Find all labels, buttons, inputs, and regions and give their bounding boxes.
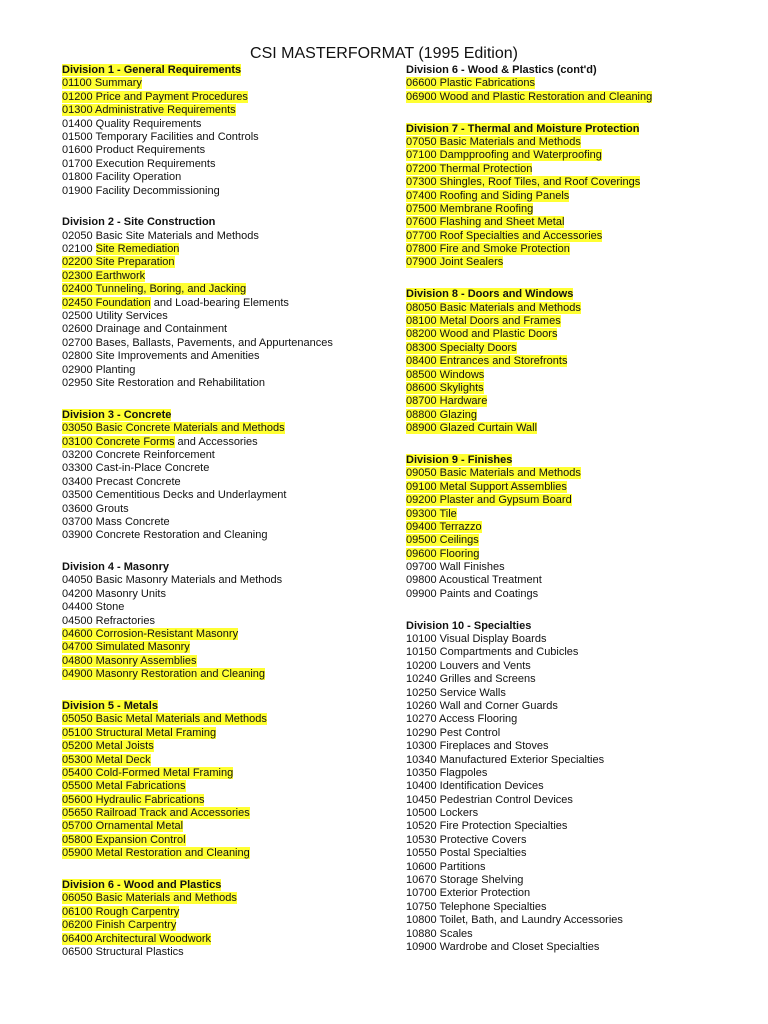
section-item xyxy=(406,149,758,162)
section-item-text: 01500 Temporary Facilities and Controls xyxy=(62,130,259,143)
section-item xyxy=(62,337,398,350)
section-item-text: 10800 Toilet, Bath, and Laundry Accessories xyxy=(406,914,623,927)
section-item-text: 06200 Finish Carpentry xyxy=(62,919,177,932)
section-item-text: 09100 Metal Support Assemblies xyxy=(406,480,567,493)
section-item-text: 08500 Windows xyxy=(406,368,485,381)
section-item-text: 04400 Stone xyxy=(62,601,125,614)
section-item-text: 09600 Flooring xyxy=(406,547,480,560)
section-item-text: 09500 Ceilings xyxy=(406,534,479,547)
section-item xyxy=(406,176,758,189)
section-item-text: 09400 Terrazzo xyxy=(406,520,482,533)
section-item xyxy=(406,767,758,780)
section-item xyxy=(406,355,758,368)
section-item xyxy=(406,302,758,315)
section-item-text: 10900 Wardrobe and Closet Specialties xyxy=(406,941,600,953)
section-item-text: 03200 Concrete Reinforcement xyxy=(62,448,215,461)
left-column xyxy=(62,64,398,978)
division-heading-text: Division 8 - Doors and Windows xyxy=(406,288,574,301)
section-item-text: 02700 Bases, Ballasts, Pavements, and Appurtenances xyxy=(62,336,333,349)
section-item xyxy=(406,369,758,382)
section-item-text: 05300 Metal Deck xyxy=(62,753,151,766)
section-item-highlight: 03100 Concrete Forms xyxy=(62,435,175,448)
section-item-text: 05650 Railroad Track and Accessories xyxy=(62,807,250,820)
section-item xyxy=(62,668,398,681)
section-item xyxy=(62,310,398,323)
section-item xyxy=(62,489,398,502)
section-item-text: 02600 Drainage and Containment xyxy=(62,323,228,336)
section-item-text: 10500 Lockers xyxy=(406,807,479,820)
section-item-text: 01300 Administrative Requirements xyxy=(62,104,236,117)
section-item xyxy=(406,77,758,90)
section-item-text: 04500 Refractories xyxy=(62,614,155,627)
section-item xyxy=(406,834,758,847)
section-item xyxy=(62,364,398,377)
section-item xyxy=(62,144,398,157)
section-item xyxy=(406,163,758,176)
section-item xyxy=(406,203,758,216)
section-item xyxy=(406,136,758,149)
section-item xyxy=(406,754,758,767)
division-section xyxy=(406,64,758,104)
section-item-text: 10700 Exterior Protection xyxy=(406,887,531,900)
division-heading xyxy=(406,454,758,467)
section-item xyxy=(62,727,398,740)
section-item xyxy=(406,633,758,646)
section-item-text: 10250 Service Walls xyxy=(406,686,506,699)
division-section xyxy=(62,561,398,682)
section-item-text: 09800 Acoustical Treatment xyxy=(406,574,542,587)
section-item-text: 09200 Plaster and Gypsum Board xyxy=(406,494,572,507)
section-item-text: 10520 Fire Protection Specialties xyxy=(406,820,568,833)
section-item-text: 01400 Quality Requirements xyxy=(62,117,202,130)
section-item-text: 02050 Basic Site Materials and Methods xyxy=(62,229,259,242)
division-section xyxy=(62,879,398,959)
section-item-text: 10450 Pedestrian Control Devices xyxy=(406,793,573,806)
division-heading-text: Division 4 - Masonry xyxy=(62,561,169,574)
division-heading-text: Division 6 - Wood and Plastics xyxy=(62,879,222,892)
section-item xyxy=(406,230,758,243)
section-item-text: 10530 Protective Covers xyxy=(406,833,527,846)
section-item xyxy=(62,588,398,601)
division-heading xyxy=(62,409,398,422)
section-item xyxy=(62,436,398,449)
section-item-highlight: Site Remediation xyxy=(95,243,180,256)
section-item-text: 04800 Masonry Assemblies xyxy=(62,654,197,667)
section-item-text: 07200 Thermal Protection xyxy=(406,162,533,175)
section-item-text: 01200 Price and Payment Procedures xyxy=(62,90,248,103)
section-item xyxy=(62,820,398,833)
section-item xyxy=(62,131,398,144)
division-section xyxy=(62,409,398,543)
section-item xyxy=(406,646,758,659)
section-item-text: 07600 Flashing and Sheet Metal xyxy=(406,216,565,229)
section-item-text: 10670 Storage Shelving xyxy=(406,874,524,887)
section-item xyxy=(62,104,398,117)
section-item-text: 01900 Facility Decommissioning xyxy=(62,184,220,197)
section-item xyxy=(406,941,758,954)
section-item-text: 02950 Site Restoration and Rehabilitation xyxy=(62,376,266,389)
division-heading-text: Division 6 - Wood & Plastics (cont'd) xyxy=(406,64,597,76)
section-item-text: 07300 Shingles, Roof Tiles, and Roof Coverings xyxy=(406,176,641,189)
section-item xyxy=(62,422,398,435)
section-item-text: 06500 Structural Plastics xyxy=(62,946,184,958)
section-item-text: 03500 Cementitious Decks and Underlayment xyxy=(62,489,287,502)
section-item xyxy=(406,780,758,793)
section-item-text: 09700 Wall Finishes xyxy=(406,561,505,574)
section-item-text: 10100 Visual Display Boards xyxy=(406,633,547,646)
section-item xyxy=(62,834,398,847)
section-item-text: 05900 Metal Restoration and Cleaning xyxy=(62,847,250,860)
section-item xyxy=(406,861,758,874)
section-item-text: 01800 Facility Operation xyxy=(62,171,182,184)
section-item-text: 10270 Access Flooring xyxy=(406,713,518,726)
section-item xyxy=(62,574,398,587)
section-item xyxy=(62,713,398,726)
section-item-text: 08700 Hardware xyxy=(406,395,488,408)
section-item-text: 07800 Fire and Smoke Protection xyxy=(406,243,570,256)
section-item xyxy=(62,243,398,256)
section-item-text: 10200 Louvers and Vents xyxy=(406,659,531,672)
section-item xyxy=(62,946,398,959)
section-item xyxy=(62,847,398,860)
section-item-text: 08800 Glazing xyxy=(406,408,477,421)
division-heading-text: Division 9 - Finishes xyxy=(406,453,513,466)
section-item-text: and Load-bearing Elements xyxy=(150,296,289,309)
section-item-text: 10260 Wall and Corner Guards xyxy=(406,699,558,712)
section-item xyxy=(406,328,758,341)
section-item xyxy=(62,794,398,807)
section-item xyxy=(62,476,398,489)
section-item-text: 05400 Cold-Formed Metal Framing xyxy=(62,766,234,779)
section-item xyxy=(62,767,398,780)
division-section xyxy=(62,64,398,198)
section-item xyxy=(62,283,398,296)
section-item xyxy=(62,462,398,475)
section-item xyxy=(62,655,398,668)
section-item xyxy=(62,919,398,932)
division-heading-text: Division 2 - Site Construction xyxy=(62,216,216,229)
section-item-text: 10600 Partitions xyxy=(406,860,486,873)
section-item-text: 02900 Planting xyxy=(62,363,136,376)
section-item-text: 05700 Ornamental Metal xyxy=(62,820,184,833)
section-item xyxy=(62,185,398,198)
section-item-text: 02100 xyxy=(62,243,96,256)
section-item-text: 01100 Summary xyxy=(62,77,142,90)
section-item-text: 03050 Basic Concrete Materials and Methods xyxy=(62,422,285,435)
division-section xyxy=(406,454,758,601)
division-heading-text: Division 7 - Thermal and Moisture Protection xyxy=(406,122,640,135)
section-item xyxy=(406,243,758,256)
section-item xyxy=(406,216,758,229)
section-item xyxy=(62,516,398,529)
section-item-text: 04600 Corrosion-Resistant Masonry xyxy=(62,628,239,641)
section-item xyxy=(406,342,758,355)
division-heading xyxy=(406,288,758,301)
section-item xyxy=(62,615,398,628)
section-item-text: 03900 Concrete Restoration and Cleaning xyxy=(62,529,268,542)
section-item-text: 07500 Membrane Roofing xyxy=(406,202,534,215)
section-item xyxy=(62,256,398,269)
section-item xyxy=(406,847,758,860)
section-item-text: 03600 Grouts xyxy=(62,502,129,515)
section-item-text: 04700 Simulated Masonry xyxy=(62,641,190,654)
section-item xyxy=(406,467,758,480)
division-heading-text: Division 10 - Specialties xyxy=(406,619,532,632)
section-item xyxy=(406,794,758,807)
section-item xyxy=(406,740,758,753)
section-item-text: 10150 Compartments and Cubicles xyxy=(406,646,579,659)
section-item xyxy=(406,887,758,900)
section-item-text: 07100 Dampproofing and Waterproofing xyxy=(406,149,602,162)
section-item xyxy=(62,449,398,462)
page-title: CSI MASTERFORMAT (1995 Edition) xyxy=(250,45,518,62)
section-item-text: 06600 Plastic Fabrications xyxy=(406,77,536,90)
section-item-text: 05600 Hydraulic Fabrications xyxy=(62,793,205,806)
section-item-text: 10750 Telephone Specialties xyxy=(406,900,547,913)
section-item xyxy=(406,874,758,887)
section-item-text: and Accessories xyxy=(174,435,258,448)
section-item-text: 04050 Basic Masonry Materials and Methods xyxy=(62,574,283,587)
section-item xyxy=(406,700,758,713)
division-section xyxy=(406,288,758,435)
division-heading xyxy=(62,216,398,229)
section-item xyxy=(406,521,758,534)
section-item-text: 02800 Site Improvements and Amenities xyxy=(62,350,260,363)
section-item xyxy=(62,601,398,614)
section-item xyxy=(62,906,398,919)
section-item-text: 09900 Paints and Coatings xyxy=(406,587,539,600)
section-item-text: 05800 Expansion Control xyxy=(62,833,186,846)
section-item xyxy=(406,574,758,587)
section-item-highlight: 02450 Foundation xyxy=(62,296,151,309)
section-item xyxy=(62,503,398,516)
section-item xyxy=(62,740,398,753)
section-item-text: 10880 Scales xyxy=(406,927,473,940)
section-item xyxy=(62,780,398,793)
section-item xyxy=(406,727,758,740)
section-item-text: 08200 Wood and Plastic Doors xyxy=(406,328,558,341)
section-item-text: 06100 Rough Carpentry xyxy=(62,905,180,918)
division-heading-text: Division 3 - Concrete xyxy=(62,408,172,421)
section-item xyxy=(406,928,758,941)
section-item xyxy=(62,323,398,336)
division-heading xyxy=(406,64,758,77)
section-item-text: 08600 Skylights xyxy=(406,381,484,394)
division-heading xyxy=(62,64,398,77)
section-item xyxy=(62,529,398,542)
section-item xyxy=(406,508,758,521)
section-item-text: 08400 Entrances and Storefronts xyxy=(406,355,568,368)
section-item-text: 10400 Identification Devices xyxy=(406,780,544,793)
section-item-text: 08900 Glazed Curtain Wall xyxy=(406,422,538,435)
section-item-text: 08100 Metal Doors and Frames xyxy=(406,315,561,328)
section-item-text: 03700 Mass Concrete xyxy=(62,515,170,528)
division-section xyxy=(406,620,758,955)
section-item xyxy=(406,315,758,328)
section-item xyxy=(62,230,398,243)
section-item xyxy=(406,687,758,700)
section-item-text: 09300 Tile xyxy=(406,507,457,520)
section-item xyxy=(62,933,398,946)
section-item-text: 01600 Product Requirements xyxy=(62,144,206,157)
section-item xyxy=(406,901,758,914)
section-item xyxy=(406,481,758,494)
right-column xyxy=(406,64,758,973)
section-item xyxy=(406,561,758,574)
section-item xyxy=(406,409,758,422)
section-item-text: 07900 Joint Sealers xyxy=(406,256,504,269)
section-item xyxy=(62,171,398,184)
section-item xyxy=(406,548,758,561)
section-item-text: 08050 Basic Materials and Methods xyxy=(406,301,581,314)
section-item-text: 01700 Execution Requirements xyxy=(62,157,216,170)
section-item xyxy=(406,673,758,686)
section-item-text: 07400 Roofing and Siding Panels xyxy=(406,189,570,202)
section-item xyxy=(406,914,758,927)
section-item xyxy=(62,270,398,283)
division-heading-text: Division 1 - General Requirements xyxy=(62,64,242,76)
section-item xyxy=(406,494,758,507)
section-item-text: 08300 Specialty Doors xyxy=(406,341,517,354)
division-heading xyxy=(62,561,398,574)
section-item-text: 06050 Basic Materials and Methods xyxy=(62,892,237,905)
division-heading xyxy=(62,879,398,892)
section-item xyxy=(62,118,398,131)
division-heading-text: Division 5 - Metals xyxy=(62,699,158,712)
section-item xyxy=(62,641,398,654)
section-item-text: 02200 Site Preparation xyxy=(62,256,175,269)
division-section xyxy=(62,700,398,861)
division-heading xyxy=(406,620,758,633)
section-item xyxy=(62,754,398,767)
section-item-text: 06900 Wood and Plastic Restoration and Cleaning xyxy=(406,90,653,103)
section-item-text: 10340 Manufactured Exterior Specialties xyxy=(406,753,605,766)
section-item xyxy=(406,190,758,203)
section-item-text: 05200 Metal Joists xyxy=(62,740,154,753)
section-item-text: 07050 Basic Materials and Methods xyxy=(406,135,581,148)
section-item xyxy=(406,660,758,673)
section-item-text: 10550 Postal Specialties xyxy=(406,847,527,860)
section-item xyxy=(406,395,758,408)
section-item xyxy=(406,807,758,820)
section-item xyxy=(62,91,398,104)
section-item-text: 09050 Basic Materials and Methods xyxy=(406,467,581,480)
section-item-text: 07700 Roof Specialties and Accessories xyxy=(406,229,603,242)
section-item xyxy=(62,807,398,820)
section-item-text: 10290 Pest Control xyxy=(406,726,501,739)
section-item-text: 10240 Grilles and Screens xyxy=(406,673,536,686)
section-item xyxy=(62,158,398,171)
section-item xyxy=(62,892,398,905)
section-item xyxy=(62,350,398,363)
section-item xyxy=(406,422,758,435)
section-item-text: 05500 Metal Fabrications xyxy=(62,780,186,793)
section-item-text: 10300 Fireplaces and Stoves xyxy=(406,740,549,753)
section-item xyxy=(406,382,758,395)
section-item-text: 05050 Basic Metal Materials and Methods xyxy=(62,713,267,726)
section-item-text: 10350 Flagpoles xyxy=(406,766,488,779)
division-heading xyxy=(406,123,758,136)
section-item-text: 05100 Structural Metal Framing xyxy=(62,726,217,739)
division-heading xyxy=(62,700,398,713)
section-item-text: 04200 Masonry Units xyxy=(62,587,166,600)
section-item xyxy=(406,588,758,601)
section-item-text: 04900 Masonry Restoration and Cleaning xyxy=(62,668,266,681)
section-item-text: 06400 Architectural Woodwork xyxy=(62,932,211,945)
section-item xyxy=(406,713,758,726)
section-item xyxy=(62,297,398,310)
division-section xyxy=(406,123,758,270)
section-item-text: 02300 Earthwork xyxy=(62,269,146,282)
section-item xyxy=(62,628,398,641)
section-item xyxy=(406,534,758,547)
section-item-text: 03300 Cast-in-Place Concrete xyxy=(62,462,210,475)
division-section xyxy=(62,216,398,390)
section-item-text: 02400 Tunneling, Boring, and Jacking xyxy=(62,283,247,296)
section-item-text: 03400 Precast Concrete xyxy=(62,475,181,488)
section-item xyxy=(62,77,398,90)
section-item xyxy=(62,377,398,390)
section-item xyxy=(406,91,758,104)
section-item-text: 02500 Utility Services xyxy=(62,310,168,323)
section-item xyxy=(406,820,758,833)
section-item xyxy=(406,256,758,269)
